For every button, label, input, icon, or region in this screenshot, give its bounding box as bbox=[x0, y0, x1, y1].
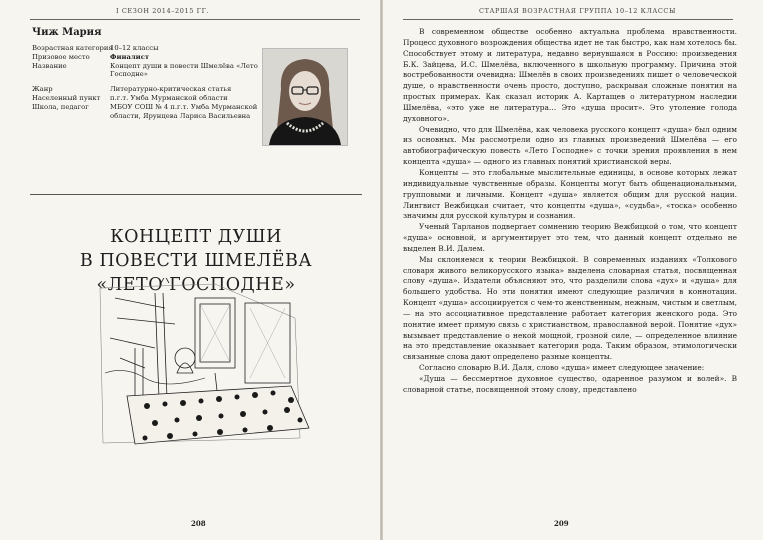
header-rule-right bbox=[403, 19, 733, 20]
meta-row-age bbox=[32, 44, 264, 53]
meta-label: Призовое место bbox=[32, 52, 90, 61]
body-paragraph: В современном обществе особенно актуальна проблема нравственности. Процесс духовного возрождения общества идет не так быстро, как нам хотелось бы. Способствует этому и литература, недавно вернувшаяся в Россию: произведения Б.К. Зайцева, И.С. Шмелёва, включенного в школьную программу. Причина этой востребованности очевидна: Шмелёв в своих произведениях пишет о человеческой душе, о нравственности очень просто, доступно, раскрывая сложные понятия на простых примерах. Как сказал историк А. Картащев о литературном наследии Шмелёва, «это уже не литература… Это «душа просит». Это утоление голода духовного». bbox=[403, 27, 737, 123]
right-page bbox=[383, 0, 763, 540]
meta-row-place bbox=[32, 53, 264, 62]
meta-value: Литературно-критическая статья bbox=[110, 85, 232, 94]
meta-value: Финалист bbox=[110, 52, 150, 61]
page-number-left: 208 bbox=[191, 519, 206, 528]
meta-label: Населенный пункт bbox=[32, 93, 101, 102]
meta-row-town bbox=[32, 94, 264, 103]
body-paragraph: Ученый Тарланов подвергает сомнению теорию Вежбицкой о том, что концепт «душа» основной, и аргументирует это тем, что данный концепт отдельно не выделен В.И. Далем. bbox=[403, 222, 737, 253]
meta-label: Возрастная категория bbox=[32, 44, 113, 52]
sketch-illustration bbox=[95, 278, 317, 453]
title-rule-top bbox=[30, 194, 362, 195]
meta-value: МБОУ СОШ № 4 п.г.т. Умба Мурманской области, Ярунцева Лариса Васильевна bbox=[110, 102, 258, 120]
meta-label: Школа, педагог bbox=[32, 102, 89, 111]
meta-row-school bbox=[32, 103, 264, 121]
title-line: КОНЦЕПТ ДУШИ bbox=[110, 227, 282, 247]
title-line: В ПОВЕСТИ ШМЕЛЁВА bbox=[79, 251, 313, 271]
meta-row-title bbox=[32, 62, 264, 80]
author-name: Чиж Мария bbox=[32, 27, 102, 38]
running-head-right: СТАРШАЯ ВОЗРАСТНАЯ ГРУППА 10–12 КЛАССЫ bbox=[479, 7, 677, 15]
running-head-left: I СЕЗОН 2014–2015 ГГ. bbox=[116, 7, 210, 15]
article-body bbox=[403, 27, 737, 396]
body-paragraph: «Душа — бессмертное духовное существо, одаренное разумом и волей». В словарной статье, посвященной этому слову, представлено bbox=[403, 374, 737, 394]
meta-label: Жанр bbox=[32, 85, 53, 94]
meta-value: Концепт души в повести Шмелёва «Лето Господне» bbox=[110, 61, 258, 79]
portrait-image bbox=[263, 49, 347, 145]
body-paragraph: Концепты — это глобальные мыслительные единицы, в основе которых лежат индивидуальные чувственные образы. Концепты могут быть общенациональными, групповыми и личными. Концепт «душа» является общим для русской нации. Лингвист Вежбицкая считает, что концепты «душа», «судьба», «тоска» особенно значимы для русской культуры и сознания. bbox=[403, 167, 737, 221]
title-line: «ЛЕТО ГОСПОДНЕ» bbox=[96, 275, 296, 295]
page-number-right: 209 bbox=[554, 519, 569, 528]
meta-label: Название bbox=[32, 61, 67, 70]
ink-sketch-image bbox=[95, 278, 317, 453]
entry-meta bbox=[32, 44, 264, 120]
body-paragraph: Мы склоняемся к теории Вежбицкой. В современных изданиях «Толкового словаря живого великорусского языка» выделена словарная статья, посвященная слову «душа». Издатели объясняют это, что разделили слова «дух» и «душа» для большего удобства. Но эти понятия имеют следующие различия в коннотации. Концепт «душа» ассоциируется с чем-то женственным, нежным, чистым и светлым, — на это ассоциативное представление работает категория женского рода. Это понятие имеет прямую связь с христианством, православной верой. Понятие «дух» вызывает представление о некой мощной, грозной силе, — определенное влияние на это представление оказывает категория рода. Таким образом, этимологически связанные слова дают определено разные концепты. bbox=[403, 254, 737, 362]
header-rule-left bbox=[30, 19, 360, 20]
body-paragraph: Очевидно, что для Шмелёва, как человека русского концепт «душа» был одним из основных. Мы рассмотрели одно из главных произведений Шмелёва — его автобиографическую повесть «Лето Господне» с точки зрения проявления в нем концепта «душа» — одного из главных понятий христианской веры. bbox=[403, 124, 737, 167]
meta-value: 10–12 классы bbox=[110, 44, 159, 52]
left-page bbox=[0, 0, 380, 540]
meta-value: п.г.т. Умба Мурманской области bbox=[110, 93, 228, 102]
body-paragraph: Согласно словарю В.И. Даля, слово «душа» имеет следующее значение: bbox=[419, 363, 705, 373]
author-photo bbox=[262, 48, 348, 146]
meta-row-genre bbox=[32, 85, 264, 94]
